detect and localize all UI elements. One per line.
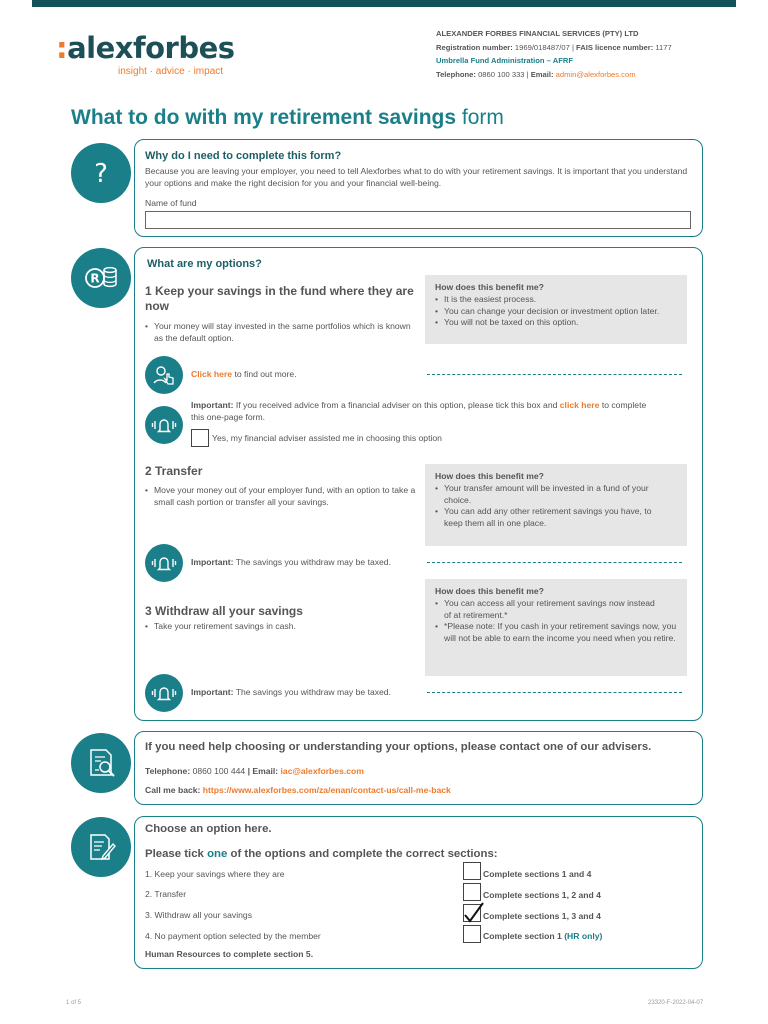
tel-value: 0860 100 333 (478, 69, 525, 79)
choice-sections: Complete sections 1 and 4 (483, 869, 592, 879)
title-normal: form (461, 106, 504, 129)
important-tax-text (191, 686, 391, 698)
savings-coins-icon (71, 248, 131, 308)
option-2-bullet: • Move your money out of your employer fund, with an option to take a small cash portion or transfer all your savings. (145, 485, 417, 508)
option-2-benefits (425, 464, 687, 546)
fund-name-label: Name of fund (145, 198, 197, 208)
click-here-link[interactable]: Click here (191, 369, 233, 379)
why-card (134, 139, 703, 237)
option-1-benefits (425, 275, 687, 344)
help-tel-value: 0860 100 444 (192, 766, 246, 776)
admin-email-link[interactable]: admin@alexforbes.com (555, 69, 636, 79)
company-info (436, 27, 672, 81)
why-body: Because you are leaving your employer, you need to tell Alexforbes what to do with your retirement savings. It is important that you understand your options and make the right decision for you and your financial well-being. (145, 166, 688, 188)
umbrella-line: Umbrella Fund Administration – AFRF (436, 56, 573, 65)
benefit-heading: How does this benefit me? (435, 282, 544, 292)
benefit-item: • You can add any other retirement savings you have, to keep them all in one place. (435, 506, 670, 529)
benefit-item: • *Please note: If you cash in your retirement savings now, you will not be able to earn the income you need when you retire. (435, 621, 683, 644)
option-3-bullet: • Take your retirement savings in cash. (145, 621, 417, 633)
reg-label: Registration number: (436, 42, 513, 52)
help-card (134, 731, 703, 805)
instr-one: one (207, 848, 228, 860)
help-heading: If you need help choosing or understanding your options, please contact one of our advisers. (145, 741, 652, 753)
registration-line: Registration number: 1969/018487/07 | FAIS licence number: 1177 (436, 42, 672, 52)
top-bar (32, 0, 736, 7)
form-code: 23320-F-2022-04-07 (648, 1000, 704, 1006)
alexforbes-logo (56, 31, 235, 77)
tel-label: Telephone: (436, 69, 476, 79)
choice-checkbox[interactable] (463, 862, 481, 880)
important-tax-text (191, 556, 391, 568)
checkmark-icon (463, 902, 485, 924)
logo-text: alexforbes (67, 31, 235, 65)
choose-card (134, 816, 703, 969)
bell-alert-icon (145, 406, 183, 444)
dashed-divider (427, 692, 682, 693)
why-heading: Why do I need to complete this form? (145, 150, 342, 162)
important-label: Important: (191, 557, 234, 567)
choice-checkbox[interactable] (463, 883, 481, 901)
choice-row-label: 3. Withdraw all your savings (145, 910, 252, 920)
page-number: 1 of 5 (66, 1000, 82, 1006)
callback-line (145, 784, 451, 796)
instr-part1: Please tick (145, 848, 204, 860)
fais-value: 1177 (655, 42, 672, 52)
find-out-text: to find out more. (234, 369, 297, 379)
instr-part2: of the options and complete the correct sections: (230, 848, 498, 860)
option-1-title: 1 Keep your savings in the fund where they are now (145, 284, 414, 313)
choice-checkbox-checked[interactable] (463, 904, 481, 922)
form-pen-icon (71, 817, 131, 877)
option-3-benefits (425, 579, 687, 676)
option-3-title: 3 Withdraw all your savings (145, 604, 303, 618)
adviser-checkbox[interactable] (191, 429, 209, 447)
help-tel-label: Telephone: (145, 766, 191, 776)
callback-link[interactable]: https://www.alexforbes.com/za/enan/contact-us/call-me-back (202, 785, 451, 795)
option-1-bullet: • Your money will stay invested in the same portfolios which is known as the default option. (145, 321, 415, 344)
option-2-title: 2 Transfer (145, 464, 203, 478)
choice-row-label: 1. Keep your savings where they are (145, 869, 285, 879)
choice-row-label: 4. No payment option selected by the member (145, 931, 321, 941)
advice-click-here-link[interactable]: click here (559, 400, 600, 410)
benefit-item: • Your transfer amount will be invested in a fund of your choice. (435, 483, 660, 506)
benefit-item: • You can change your decision or investment option later. (435, 306, 677, 318)
important-advice-part1: If you received advice from a financial adviser on this option, please tick this box and (235, 400, 558, 410)
contact-line: Telephone: 0860 100 333 | Email: admin@alexforbes.com (436, 69, 636, 79)
title-bold: What to do with my retirement savings (71, 106, 457, 129)
taxed-text: The savings you withdraw may be taxed. (235, 557, 391, 567)
important-advice-part2: to complete this one-page form. (191, 400, 647, 422)
choice-sections-hr (483, 930, 602, 942)
logo-tagline: insight · advice · impact (118, 66, 224, 77)
important-label: Important: (191, 400, 234, 410)
bell-alert-icon (145, 674, 183, 712)
benefit-heading: How does this benefit me? (435, 586, 544, 596)
hand-pointer-icon (145, 356, 183, 394)
choose-heading: Choose an option here. (145, 823, 272, 835)
help-email-label: Email: (252, 766, 279, 776)
options-heading: What are my options? (147, 258, 262, 270)
choice-sections: Complete section 1 (483, 931, 562, 941)
help-email-link[interactable]: iac@alexforbes.com (280, 766, 364, 776)
find-out-more-line (191, 368, 297, 380)
document-search-icon (71, 733, 131, 793)
taxed-text: The savings you withdraw may be taxed. (235, 687, 391, 697)
fund-name-input[interactable] (145, 211, 691, 229)
logo-colon: : (56, 31, 68, 65)
question-icon (71, 143, 131, 203)
svg-text:R: R (90, 271, 100, 286)
hr-note: Human Resources to complete section 5. (145, 949, 314, 959)
adviser-checkbox-label: Yes, my financial adviser assisted me in choosing this option (212, 433, 442, 443)
benefit-heading: How does this benefit me? (435, 471, 544, 481)
important-advice-text (191, 399, 661, 423)
choice-checkbox[interactable] (463, 925, 481, 943)
page-title (71, 106, 504, 130)
email-label: Email: (530, 69, 554, 79)
help-contact-line: Telephone: 0860 100 444 | Email: iac@alexforbes.com (145, 766, 364, 776)
reg-value: 1969/018487/07 (514, 42, 570, 52)
svg-text:?: ? (94, 159, 108, 188)
choice-sections: Complete sections 1, 3 and 4 (483, 911, 601, 921)
benefit-item: • It is the easiest process. (435, 294, 677, 306)
dashed-divider (427, 562, 682, 563)
benefit-item: • You will not be taxed on this option. (435, 317, 677, 329)
bell-alert-icon (145, 544, 183, 582)
options-card (134, 247, 703, 721)
important-label: Important: (191, 687, 234, 697)
choice-sections: Complete sections 1, 2 and 4 (483, 890, 601, 900)
hr-only-note: (HR only) (564, 931, 603, 941)
choice-row-label: 2. Transfer (145, 889, 187, 899)
callback-label: Call me back: (145, 785, 201, 795)
dashed-divider (427, 374, 682, 375)
benefit-item: • You can access all your retirement savings now instead of at retirement.* (435, 598, 660, 621)
choose-instruction (145, 848, 498, 860)
fais-label: FAIS licence number: (576, 42, 654, 52)
company-name: ALEXANDER FORBES FINANCIAL SERVICES (PTY) LTD (436, 29, 639, 38)
